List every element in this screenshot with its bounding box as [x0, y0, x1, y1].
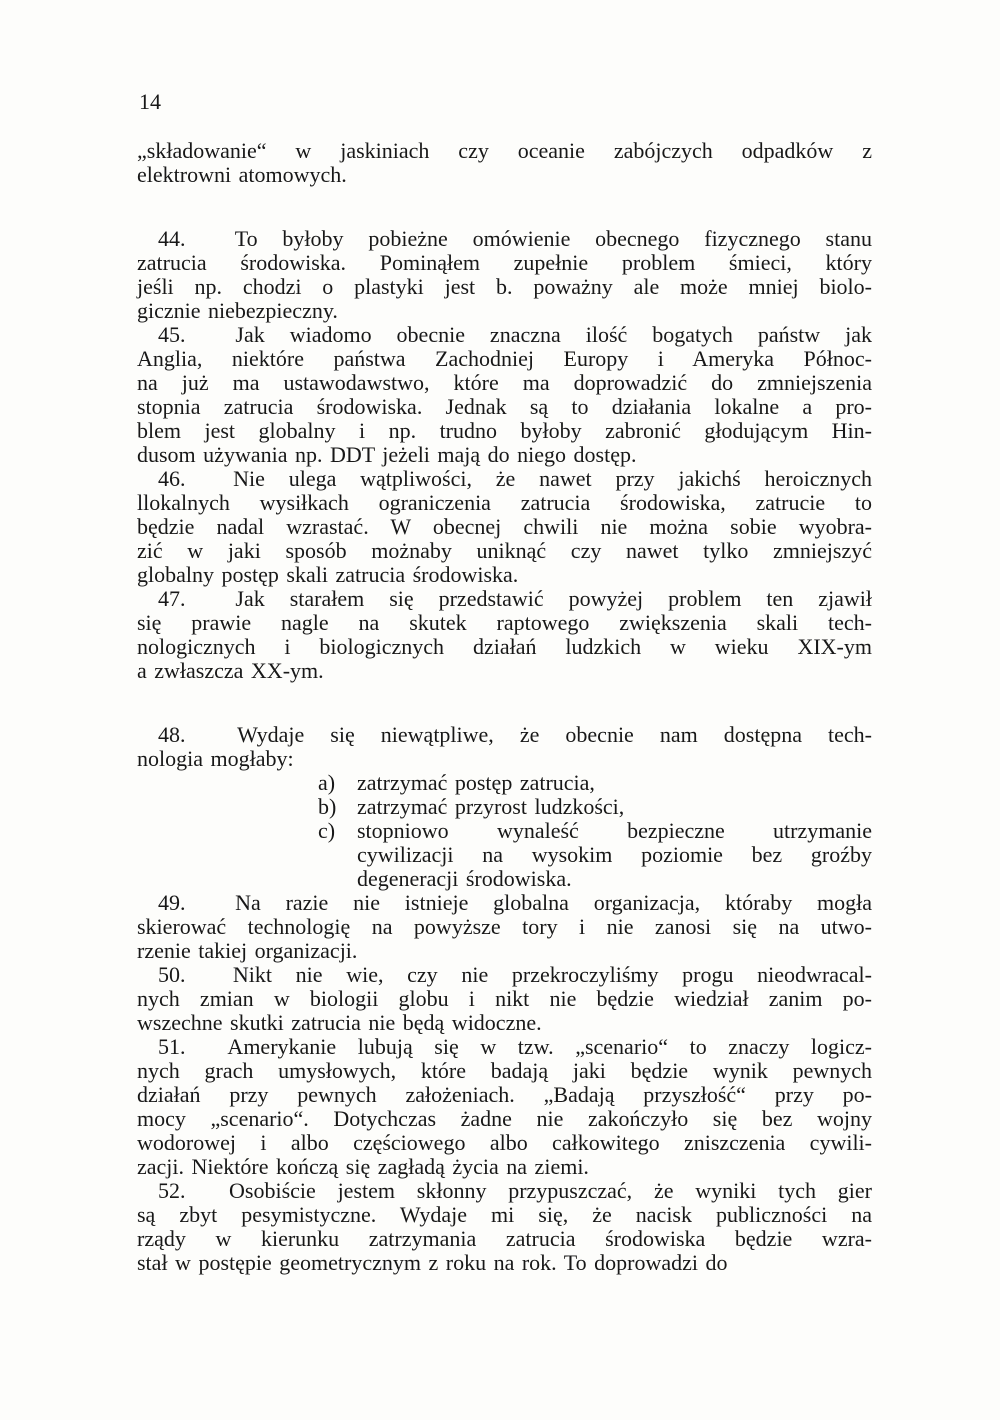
text-line: 49. Na razie nie istnieje globalna organizacja, któraby mogła: [158, 890, 872, 915]
text-line: stał w postępie geometrycznym z roku na rok. To doprowadzi do: [137, 1250, 728, 1275]
text-line: elektrowni atomowych.: [137, 162, 347, 187]
text-line: zić w jaki sposób możnaby uniknąć czy nawet tylko zmniejszyć: [137, 538, 872, 563]
text-line: 48. Wydaje się niewątpliwe, że obecnie nam dostępna tech-: [158, 722, 872, 747]
text-line: są zbyt pesymistyczne. Wydaje mi się, że nacisk publiczności na: [137, 1202, 872, 1227]
list-item-b: [318, 795, 872, 819]
text-line: działań przy pewnych założeniach. „Badają przyszłość“ przy po-: [137, 1082, 872, 1107]
text-line: rzenie takiej organizacji.: [137, 938, 358, 963]
paragraph-51: [137, 1035, 872, 1179]
paragraph-intro-continuation: [137, 139, 872, 187]
text-line: dusom używania np. DDT jeżeli mają do niego dostęp.: [137, 442, 637, 467]
text-line: rządy w kierunku zatrzymania zatrucia środowiska będzie wzra-: [137, 1226, 872, 1251]
text-line: 52. Osobiście jestem skłonny przypuszczać, że wyniki tych gier: [158, 1178, 872, 1203]
page-number: 14: [139, 89, 161, 114]
list-item-label: a): [318, 770, 336, 795]
text-line: nologia mogłaby:: [137, 746, 294, 771]
text-line: nologicznych i biologicznych działań ludzkich w wieku XIX-ym: [137, 634, 872, 659]
text-line: skierować technologię na powyższe tory i nie zanosi się na utwo-: [137, 914, 872, 939]
paragraph-46: [137, 467, 872, 587]
text-line: 50. Nikt nie wie, czy nie przekroczyliśmy progu nieodwracal-: [158, 962, 872, 987]
paragraph-52: [137, 1179, 872, 1275]
text-line: 51. Amerykanie lubują się w tzw. „scenario“ to znaczy logicz-: [158, 1034, 872, 1059]
text-line: globalny postęp skali zatrucia środowiska.: [137, 562, 519, 587]
text-line: degeneracji środowiska.: [357, 866, 572, 891]
paragraph-47: [137, 587, 872, 683]
text-line: gicznie niebezpieczny.: [137, 298, 338, 323]
text-line: 45. Jak wiadomo obecnie znaczna ilość bogatych państw jak: [158, 322, 872, 347]
paragraph-44: [137, 227, 872, 323]
list-item-text: [357, 795, 872, 819]
text-line: cywilizacji na wysokim poziomie bez groźby: [357, 842, 872, 867]
text-line: „składowanie“ w jaskiniach czy oceanie zabójczych odpadków z: [137, 138, 872, 163]
text-line: wodorowej i albo częściowego albo całkowitego zniszczenia cywili-: [137, 1130, 872, 1155]
text-line: a zwłaszcza XX-ym.: [137, 658, 324, 683]
paragraph-50: [137, 963, 872, 1035]
text-line: wszechne skutki zatrucia nie będą widoczne.: [137, 1010, 542, 1035]
list-item-text: [357, 819, 872, 891]
text-line: zatrzymać postęp zatrucia,: [357, 770, 595, 795]
list-item-text: [357, 771, 872, 795]
document-body: [137, 139, 872, 1275]
text-line: Anglia, niektóre państwa Zachodniej Europy i Ameryka Północ-: [137, 346, 872, 371]
text-line: llokalnych wysiłkach ograniczenia zatrucia środowiska, zatrucie to: [137, 490, 872, 515]
text-line: się prawie nagle na skutek raptowego zwiększenia skali tech-: [137, 610, 872, 635]
text-line: blem jest globalny i np. trudno byłoby zabronić głodującym Hin-: [137, 418, 872, 443]
list-item-c: [318, 819, 872, 891]
text-line: 44. To byłoby pobieżne omówienie obecnego fizycznego stanu: [158, 226, 872, 251]
paragraph-45: [137, 323, 872, 467]
list-item-a: [318, 771, 872, 795]
text-line: zatrucia środowiska. Pominąłem zupełnie problem śmieci, który: [137, 250, 872, 275]
text-line: mocy „scenario“. Dotychczas żadne nie zakończyło się bez wojny: [137, 1106, 872, 1131]
paragraph-49: [137, 891, 872, 963]
list-item-label: b): [318, 794, 337, 819]
text-line: zacji. Niektóre kończą się zagładą życia na ziemi.: [137, 1154, 589, 1179]
text-line: będzie nadal wzrastać. W obecnej chwili nie można sobie wyobra-: [137, 514, 872, 539]
text-line: 46. Nie ulega wątpliwości, że nawet przy jakichś heroicznych: [158, 466, 872, 491]
text-line: nych grach umysłowych, które badają jaki będzie wynik pewnych: [137, 1058, 872, 1083]
text-line: 47. Jak starałem się przedstawić powyżej problem ten zjawił: [158, 586, 872, 611]
text-line: stopnia zatrucia środowiska. Jednak są to działania lokalne a pro-: [137, 394, 872, 419]
text-line: na już ma ustawodawstwo, które ma doprowadzić do zmniejszenia: [137, 370, 872, 395]
text-line: zatrzymać przyrost ludzkości,: [357, 794, 625, 819]
list-item-label: c): [318, 818, 336, 843]
text-line: nych zmian w biologii globu i nikt nie będzie wiedział zanim po-: [137, 986, 872, 1011]
text-line: jeśli np. chodzi o plastyki jest b. poważny ale może mniej biolo-: [137, 274, 872, 299]
text-line: stopniowo wynaleść bezpieczne utrzymanie: [357, 818, 872, 843]
paragraph-48: [137, 723, 872, 891]
